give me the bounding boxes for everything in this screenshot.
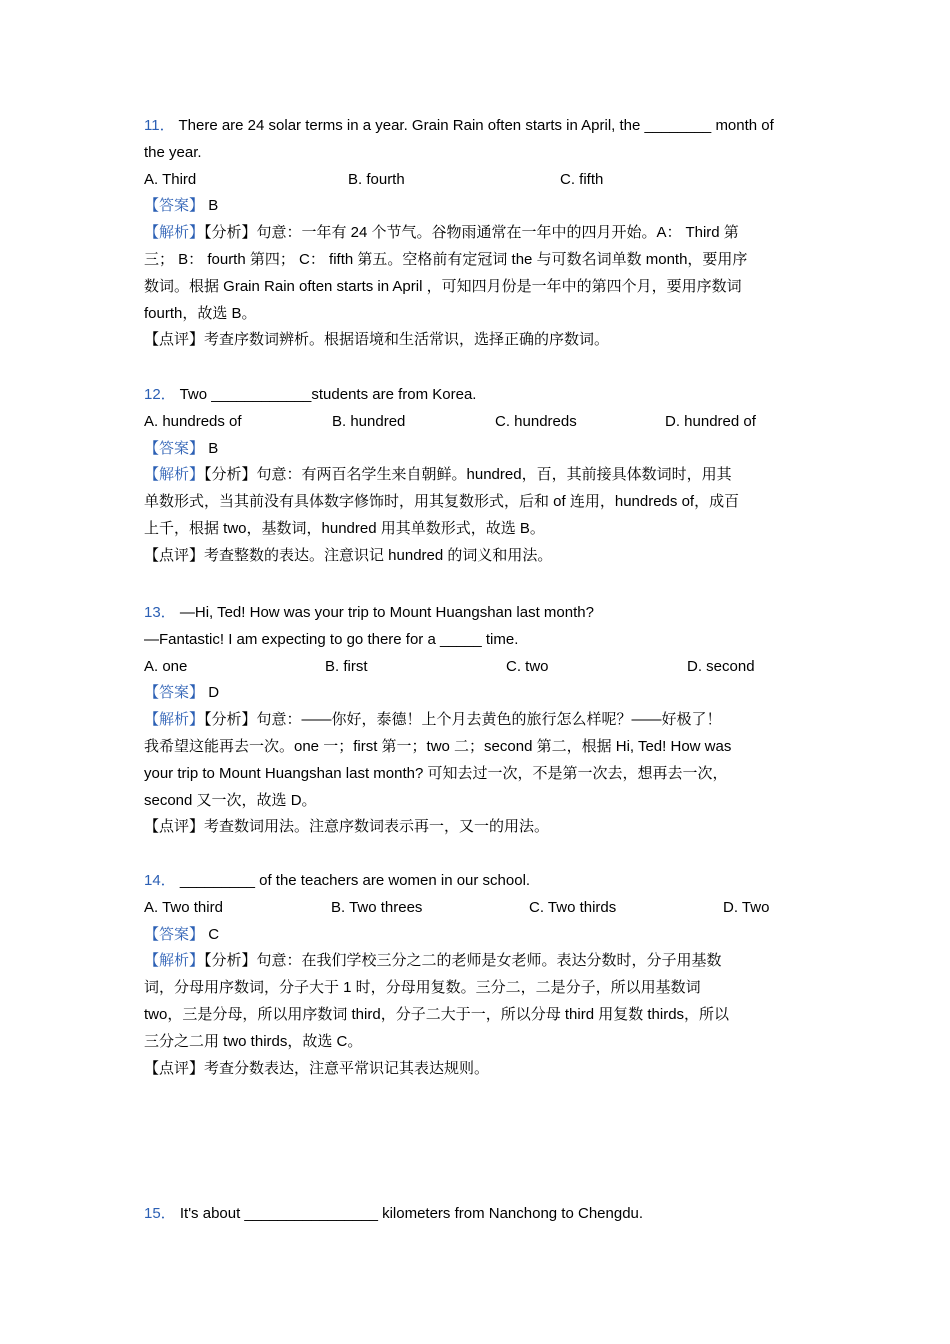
- analysis-line: your trip to Mount Huangshan last month? 可知去过一次，不是第一次去，想再去一次，: [144, 764, 728, 782]
- comment-line: 【点评】考查分数表达，注意平常识记其表达规则。: [144, 1059, 490, 1077]
- option-c: C. fifth: [560, 170, 604, 188]
- question-stem: 12． Two ____________students are from Korea.: [144, 386, 477, 403]
- analysis-line: 【解析】【分析】句意：有两百名学生来自朝鲜。hundred，百，其前接具体数词时，用其: [144, 466, 732, 484]
- answer-line: [144, 436, 814, 463]
- option-b: B. first: [325, 657, 368, 675]
- option-b: B. fourth: [348, 170, 405, 188]
- question-stem-continued: the year.: [144, 143, 202, 161]
- option-d: D. second: [687, 657, 755, 675]
- analysis-line: 词，分母用序数词，分子大于 1 时，分母用复数。三分二，二是分子，所以用基数词: [144, 979, 701, 997]
- option-a: A. hundreds of: [144, 412, 242, 430]
- comment-line: 【点评】考查序数词辨析。根据语境和生活常识，选择正确的序数词。: [144, 331, 610, 349]
- answer-line: [144, 680, 814, 707]
- question-number: 12．: [144, 386, 176, 403]
- analysis-line: fourth，故选 B。: [144, 304, 257, 322]
- comment-line: 【点评】考查数词用法。注意序数词表示再一，又一的用法。: [144, 818, 550, 836]
- question-stem: 14． _________ of the teachers are women in our school.: [144, 872, 531, 889]
- answer-value: B: [208, 439, 219, 457]
- option-b: B. Two threes: [331, 898, 423, 916]
- analysis-line: 单数形式，当其前没有具体数字修饰时，用其复数形式，后和 of 连用，hundreds of，成百: [144, 493, 740, 511]
- analysis-line: 三； B： fourth 第四； C： fifth 第五。空格前有定冠词 the 与可数名词单数 month，要用序: [144, 250, 748, 268]
- answer-tag: 【答案】: [144, 197, 205, 215]
- answer-tag: 【答案】: [144, 684, 205, 702]
- analysis-tag: 【解析】: [144, 224, 205, 242]
- answer-value: C: [208, 925, 220, 943]
- analysis-tag: 【解析】: [144, 466, 205, 484]
- option-c: C. two: [506, 657, 549, 675]
- option-c: C. Two thirds: [529, 898, 617, 916]
- analysis-line: second 又一次，故选 D。: [144, 791, 317, 809]
- question-stem: 11． There are 24 solar terms in a year. Grain Rain often starts in April, the ________ month of: [144, 117, 774, 134]
- option-d: D. hundred of: [665, 412, 756, 430]
- question-15: [144, 1201, 814, 1228]
- answer-value: B: [208, 197, 219, 215]
- analysis-tag: 【解析】: [144, 952, 205, 970]
- options-row: [144, 895, 814, 922]
- question-number: 13．: [144, 604, 176, 621]
- options-row: [144, 654, 814, 681]
- question-number: 14．: [144, 872, 176, 889]
- option-c: C. hundreds: [495, 412, 577, 430]
- options-row: [144, 409, 814, 436]
- question-12: [144, 382, 814, 570]
- option-a: A. Two third: [144, 898, 223, 916]
- answer-tag: 【答案】: [144, 439, 205, 457]
- option-b: B. hundred: [332, 412, 406, 430]
- analysis-line: 我希望这能再去一次。one 一；first 第一；two 二；second 第二，根据 Hi, Ted! How was: [144, 737, 732, 755]
- analysis-line: two，三是分母，所以用序数词 third，分子二大于一，所以分母 third 用复数 thirds，所以: [144, 1005, 730, 1023]
- question-stem: 15． It's about ________________ kilometers from Nanchong to Chengdu.: [144, 1205, 644, 1222]
- analysis-tag: 【解析】: [144, 711, 205, 729]
- analysis-line: 上千，根据 two，基数词，hundred 用其单数形式，故选 B。: [144, 519, 545, 537]
- analysis-line: 【解析】【分析】句意：——你好，泰德！上个月去黄色的旅行怎么样呢？——好极了！: [144, 711, 722, 729]
- question-13: [144, 600, 814, 841]
- option-d: D. Two: [723, 898, 770, 916]
- analysis-line: 三分之二用 two thirds，故选 C。: [144, 1032, 363, 1050]
- question-number: 15．: [144, 1205, 176, 1222]
- answer-line: [144, 922, 814, 949]
- analysis-line: 【解析】【分析】句意：一年有 24 个节气。谷物雨通常在一年中的四月开始。A： Third 第: [144, 224, 739, 242]
- question-stem-continued: —Fantastic! I am expecting to go there for a _____ time.: [144, 630, 519, 648]
- analysis-line: 数词。根据 Grain Rain often starts in April ，可知四月份是一年中的第四个月，要用序数词: [144, 277, 742, 295]
- question-number: 11．: [144, 117, 175, 134]
- question-14: [144, 868, 814, 1082]
- answer-line: [144, 193, 814, 220]
- analysis-line: 【解析】【分析】句意：在我们学校三分之二的老师是女老师。表达分数时，分子用基数: [144, 952, 722, 970]
- options-row: [144, 167, 814, 194]
- option-a: A. Third: [144, 170, 197, 188]
- answer-tag: 【答案】: [144, 925, 205, 943]
- answer-value: D: [208, 684, 220, 702]
- option-a: A. one: [144, 657, 188, 675]
- comment-line: 【点评】考查整数的表达。注意识记 hundred 的词义和用法。: [144, 546, 553, 564]
- question-stem: 13． —Hi, Ted! How was your trip to Mount Huangshan last month?: [144, 604, 594, 621]
- question-11: [144, 113, 814, 354]
